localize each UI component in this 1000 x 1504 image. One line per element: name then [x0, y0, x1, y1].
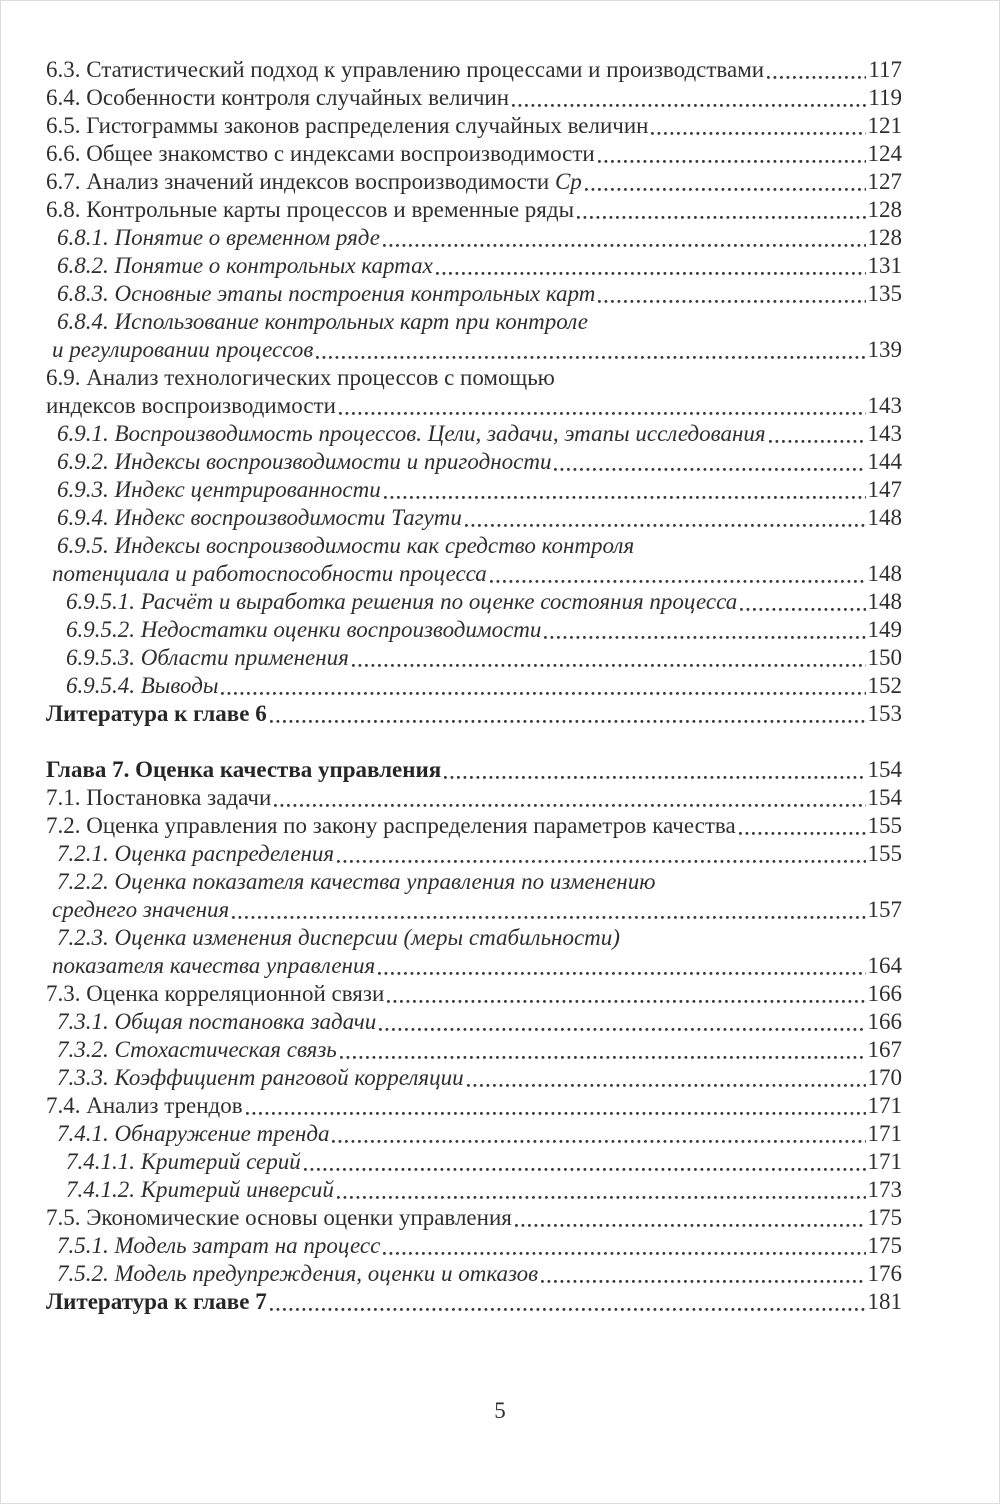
toc-entry: [46, 1260, 902, 1288]
toc-entry: [46, 280, 902, 308]
dot-leader: [512, 104, 866, 107]
toc-entry-title: индексов воспроизводимости: [46, 393, 336, 418]
toc-entry-title: 6.4. Особенности контроля случайных величин: [46, 85, 510, 110]
toc-entry-page: 167: [867, 1037, 902, 1062]
toc-entry-title: показателя качества управления: [52, 953, 376, 978]
toc-entry: [46, 56, 902, 84]
toc-entry-page: 157: [867, 897, 902, 922]
toc-entry-page: 144: [867, 449, 902, 474]
toc-entry-title: 6.8.2. Понятие о контрольных картах: [57, 253, 433, 278]
toc-entry: [46, 224, 902, 252]
page-number: 5: [494, 1398, 506, 1423]
toc-entry: [46, 924, 902, 952]
dot-leader: [467, 1084, 866, 1087]
toc-entry-page: 121: [867, 113, 902, 138]
dot-leader: [767, 76, 866, 79]
dot-leader: [739, 832, 866, 835]
toc-entry: [46, 1204, 902, 1232]
toc-entry-title: 7.4.1.2. Критерий инверсий: [66, 1177, 334, 1202]
dot-leader: [221, 692, 865, 695]
toc-entry-page: 128: [867, 197, 902, 222]
toc-entry-title: 7.3.2. Стохастическая связь: [57, 1037, 337, 1062]
toc-entry: [46, 196, 902, 224]
dot-leader: [651, 132, 865, 135]
toc-entry: [46, 336, 902, 364]
dot-leader: [378, 972, 865, 975]
toc-entry-title: 7.1. Постановка задачи: [46, 785, 272, 810]
dot-leader: [270, 1308, 866, 1311]
toc-entry: [46, 504, 902, 532]
toc-entry-title: 6.7. Анализ значений индексов воспроизводимости: [46, 169, 555, 194]
toc-entry-page: 135: [867, 281, 902, 306]
toc-entry: [46, 952, 902, 980]
toc-entry: [46, 588, 902, 616]
toc-entry-title: Литература к главе 7: [46, 1289, 267, 1314]
toc-entry-title: 6.8.1. Понятие о временном ряде: [57, 225, 380, 250]
toc-entry-page: 131: [867, 253, 902, 278]
dot-leader: [387, 1000, 865, 1003]
toc-entry-page: 148: [867, 589, 902, 614]
toc-entry-title: 6.9.4. Индекс воспроизводимости Тагути: [57, 505, 462, 530]
toc-entry-page: 175: [867, 1233, 902, 1258]
toc-entry-page: 148: [867, 561, 902, 586]
dot-leader: [246, 1112, 866, 1115]
toc-entry-title: 7.5. Экономические основы оценки управления: [46, 1205, 512, 1230]
toc-entry-title: 6.9.3. Индекс центрированности: [57, 477, 381, 502]
toc-entry: [46, 812, 902, 840]
toc-entry-page: 119: [868, 85, 902, 110]
dot-leader: [337, 1196, 866, 1199]
toc-entry: [46, 112, 902, 140]
toc-entry-title: 6.9. Анализ технологических процессов с помощью: [46, 365, 555, 390]
toc-entry: [46, 308, 902, 336]
toc-entry-page: 147: [867, 477, 902, 502]
dot-leader: [740, 608, 865, 611]
toc-entry-page: 154: [867, 757, 902, 782]
toc-entry: [46, 672, 902, 700]
toc-entry: [46, 532, 902, 560]
toc-entry-title: 7.2.2. Оценка показателя качества управления по изменению: [57, 869, 656, 894]
dot-leader: [554, 468, 865, 471]
toc-entry-title: 6.9.5.2. Недостатки оценки воспроизводимости: [66, 617, 542, 642]
toc-entry-page: 117: [868, 57, 902, 82]
dot-leader: [352, 664, 866, 667]
toc-entry-title: 6.9.5.4. Выводы: [66, 673, 219, 698]
toc-entry-title: 6.9.5. Индексы воспроизводимости как средство контроля: [57, 533, 635, 558]
toc-entry-title: Литература к главе 6: [46, 701, 267, 726]
toc-entry-title: 6.8.3. Основные этапы построения контрольных карт: [57, 281, 596, 306]
toc-entry: [46, 364, 902, 392]
dot-leader: [465, 524, 866, 527]
toc-entry-page: 171: [867, 1121, 902, 1146]
dot-leader: [585, 188, 866, 191]
toc-entry: [46, 1064, 902, 1092]
toc-entry: [46, 1092, 902, 1120]
toc-entry-title: 6.9.1. Воспроизводимость процессов. Цели, задачи, этапы исследования: [57, 421, 766, 446]
dot-leader: [383, 244, 866, 247]
toc-entry: [46, 784, 902, 812]
toc-entry-title: 7.3.1. Общая постановка задачи: [57, 1009, 377, 1034]
toc-entry: [46, 868, 902, 896]
toc-entry-page: 124: [867, 141, 902, 166]
toc-entry-title: 7.5.2. Модель предупреждения, оценки и отказов: [57, 1261, 539, 1286]
dot-leader: [490, 580, 866, 583]
toc-entry-title: 7.3.3. Коэффициент ранговой корреляции: [57, 1065, 464, 1090]
toc-entry-title: и регулировании процессов: [52, 337, 314, 362]
toc-entry: [46, 168, 902, 196]
toc-entry-page: 143: [867, 393, 902, 418]
dot-leader: [379, 1028, 865, 1031]
toc-entry-title: 7.5.1. Модель затрат на процесс: [57, 1233, 381, 1258]
dot-leader: [541, 1280, 865, 1283]
dot-leader: [515, 1224, 866, 1227]
toc-entry-title: среднего значения: [52, 897, 230, 922]
toc-entry-page: 139: [867, 337, 902, 362]
toc-entry-page: 143: [867, 421, 902, 446]
dot-leader: [274, 804, 865, 807]
toc-entry-title: Глава 7. Оценка качества управления: [46, 757, 442, 782]
toc-entry-title: 7.4.1.1. Критерий серий: [66, 1149, 301, 1174]
toc-entry-page: 166: [867, 1009, 902, 1034]
dot-leader: [337, 860, 865, 863]
toc-entry-page: 150: [867, 645, 902, 670]
dot-leader: [339, 412, 866, 415]
toc-entry-page: 164: [867, 953, 902, 978]
toc-entry: [46, 616, 902, 644]
toc-entry: [46, 1176, 902, 1204]
toc-entry: [46, 896, 902, 924]
toc-entry-page: 128: [867, 225, 902, 250]
toc-entry-title: 6.5. Гистограммы законов распределения случайных величин: [46, 113, 649, 138]
toc-entry: [46, 420, 902, 448]
toc-entry-page: 166: [867, 981, 902, 1006]
toc-entry-title: 6.3. Статистический подход к управлению процессами и производствами: [46, 57, 765, 82]
toc-entry-title: 6.6. Общее знакомство с индексами воспроизводимости: [46, 141, 595, 166]
toc-entry-title: 6.9.5.3. Области применения: [66, 645, 349, 670]
toc-entry-page: 152: [867, 673, 902, 698]
toc-list: [46, 56, 902, 1316]
toc-entry: [46, 448, 902, 476]
dot-leader: [304, 1168, 866, 1171]
dot-leader: [436, 272, 866, 275]
toc-entry: [46, 84, 902, 112]
toc-entry: [46, 1120, 902, 1148]
toc-entry: [46, 756, 902, 784]
toc-entry-title: 6.9.2. Индексы воспроизводимости и пригодности: [57, 449, 552, 474]
dot-leader: [332, 1140, 865, 1143]
toc-entry-page: 171: [867, 1093, 902, 1118]
toc-entry: [46, 980, 902, 1008]
toc-entry-page: 173: [867, 1177, 902, 1202]
dot-leader: [232, 916, 865, 919]
dot-leader: [598, 160, 866, 163]
dot-leader: [270, 720, 866, 723]
toc-entry-page: 155: [867, 841, 902, 866]
toc-entry-page: 127: [867, 169, 902, 194]
toc-entry-title: 7.2. Оценка управления по закону распределения параметров качества: [46, 813, 736, 838]
toc-entry: [46, 644, 902, 672]
toc-entry-title: 7.2.1. Оценка распределения: [57, 841, 335, 866]
toc-entry-page: 149: [867, 617, 902, 642]
toc-entry-page: 170: [867, 1065, 902, 1090]
dot-leader: [340, 1056, 866, 1059]
toc-entry-page: 181: [867, 1289, 902, 1314]
toc-entry: [46, 476, 902, 504]
toc-entry-title: 7.3. Оценка корреляционной связи: [46, 981, 385, 1006]
toc-entry-page: 154: [867, 785, 902, 810]
toc-entry-title: 6.8.4. Использование контрольных карт при контроле: [57, 309, 589, 334]
dot-leader: [769, 440, 866, 443]
toc-entry-title: 7.4. Анализ трендов: [46, 1093, 243, 1118]
toc-entry: [46, 392, 902, 420]
dot-leader: [316, 356, 865, 359]
toc-entry: [46, 1036, 902, 1064]
toc-entry-page: 148: [867, 505, 902, 530]
toc-entry-page: 153: [867, 701, 902, 726]
toc-entry-title: потенциала и работоспособности процесса: [52, 561, 487, 586]
dot-leader: [544, 636, 865, 639]
toc-entry-title-italic: Ср: [554, 169, 582, 194]
toc-entry: [46, 560, 902, 588]
toc-entry-page: 176: [867, 1261, 902, 1286]
dot-leader: [598, 300, 865, 303]
dot-leader: [383, 1252, 865, 1255]
toc-entry: [46, 252, 902, 280]
toc-entry-page: 155: [867, 813, 902, 838]
toc-entry-title: 6.9.5.1. Расчёт и выработка решения по оценке состояния процесса: [66, 589, 738, 614]
toc-entry: [46, 140, 902, 168]
toc-entry-page: 175: [867, 1205, 902, 1230]
toc-entry-title: 6.8. Контрольные карты процессов и временные ряды: [46, 197, 575, 222]
toc-entry-title: 7.2.3. Оценка изменения дисперсии (меры стабильности): [57, 925, 620, 950]
toc-entry-page: 171: [867, 1149, 902, 1174]
dot-leader: [577, 216, 865, 219]
toc-entry-title: 7.4.1. Обнаружение тренда: [57, 1121, 330, 1146]
toc-entry: [46, 1148, 902, 1176]
toc-entry: [46, 1008, 902, 1036]
dot-leader: [384, 496, 866, 499]
toc-entry: [46, 1288, 902, 1316]
dot-leader: [444, 776, 865, 779]
toc-entry: [46, 1232, 902, 1260]
toc-entry: [46, 700, 902, 728]
toc-entry: [46, 840, 902, 868]
